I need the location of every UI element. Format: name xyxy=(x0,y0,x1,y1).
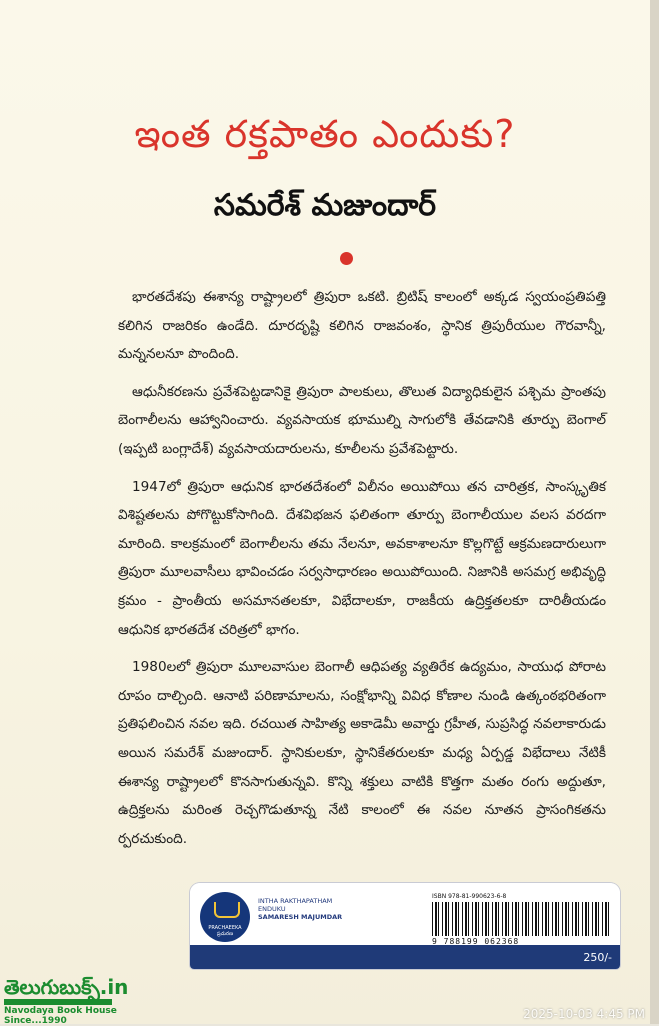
label-title-line-1: INTHA RAKTHAPATHAM xyxy=(258,897,333,905)
red-dot-ornament xyxy=(340,252,353,265)
label-book-info xyxy=(258,897,342,921)
blurb xyxy=(118,283,606,853)
book-icon xyxy=(214,902,240,918)
publisher-logo-icon xyxy=(200,892,250,942)
publisher-name: PRACHAEEKA xyxy=(208,925,242,931)
label-bottom-band xyxy=(190,945,620,969)
book-author: సమరేశ్ మజుందార్ xyxy=(213,188,437,223)
cover-edge xyxy=(650,0,659,1024)
blurb-paragraph-2: ఆధునీకరణను ప్రవేశపెట్టడానికై త్రిపురా పాలకులు, తొలుత విద్యాధికులైన పశ్చిమ ప్రాంతపు బెంగాలీలను ఆహ్వానించారు. వ్యవసాయక భూముల్ని సాగులోకి తేవడానికి తూర్పు బెంగాల్ (ఇప్పటి బంగ్లాదేశ్) వ్యవసాయదారులను, కూలీలను ప్రవేశపెట్టారు. xyxy=(118,383,606,457)
barcode-label xyxy=(190,883,620,969)
label-title-line-2: ENDUKU xyxy=(258,905,286,913)
publisher-name-telugu: ప్రచురణ xyxy=(216,931,234,937)
isbn-block xyxy=(432,893,614,946)
blurb-paragraph-1: భారతదేశపు ఈశాన్య రాష్ట్రాలలో త్రిపురా ఒకటి. బ్రిటిష్ కాలంలో అక్కడ స్వయంప్రతిపత్తి కలిగిన రాజరికం ఉండేది. దూరదృష్టి కలిగిన రాజవంశం, స్థానిక త్రిపురీయుల గౌరవాన్నీ, మన్ననలనూ పొందింది. xyxy=(118,289,606,363)
label-author: SAMARESH MAJUMDAR xyxy=(258,913,343,921)
blurb-paragraph-4: 1980లలో త్రిపురా మూలవాసుల బెంగాలీ ఆధిపత్య వ్యతిరేక ఉద్యమం, సాయుధ పోరాట రూపం దాల్చింది. ఆనాటి పరిణామాలను, సంక్షోభాన్ని వివిధ కోణాల నుండి ఉత్కంఠభరితంగా ప్రతిఫలించిన నవల ఇది. రచయిత సాహిత్య అకాడెమీ అవార్డు గ్రహీత, సుప్రసిద్ధ నవలాకారుడు అయిన సమరేశ్ మజుందార్. స్థానికులకూ, స్థానికేతరులకూ మధ్య ఏర్పడ్డ విభేదాలు నేటికీ ఈశాన్య రాష్ట్రాలలో కొనసాగుతున్నవి. కొన్ని శక్తులు వాటికి కొత్తగా మతం రంగు అద్దుతూ, ఉద్రిక్తలను మరింత రెచ్చగొడుతూన్న నేటి కాలంలో ఈ నవల నూతన ప్రాసంగికతను ర్పరచుకుంది. xyxy=(118,659,606,847)
book-title: ఇంత రక్తపాతం ఎందుకు? xyxy=(134,112,516,156)
watermark-since: Since...1990 xyxy=(4,1016,67,1026)
barcode-digits: 9 788199 062368 xyxy=(432,937,520,946)
price: 250/- xyxy=(583,951,612,964)
isbn-text: ISBN 978-81-990623-6-8 xyxy=(432,893,507,900)
watermark-sub: Navodaya Book House xyxy=(4,1006,117,1016)
watermark xyxy=(4,975,129,1026)
barcode xyxy=(432,902,610,936)
blurb-paragraph-3: 1947లో త్రిపురా ఆధునిక భారతదేశంలో విలీనం అయిపోయి తన చారిత్రక, సాంస్కృతిక విశిష్టతలను పోగొట్టుకోసాగింది. దేశవిభజన ఫలితంగా తూర్పు బెంగాలీయుల వలస వరదగా మారింది. కాలక్రమంలో బెంగాలీలను తమ నేలనూ, అవకాశాలనూ కొల్లగొట్టే ఆక్రమణదారులుగా త్రిపురా మూలవాసీలు భావించడం సర్వసాధారణం అయిపోయింది. నిజానికి అసమగ్ర అభివృద్ధి క్రమం - ప్రాంతీయ అసమానతలకూ, విభేదాలకూ, రాజకీయ ఉద్రిక్తతలకూ దారితీయడం ఆధునిక భారతదేశ చరిత్రలో భాగం. xyxy=(118,478,606,638)
watermark-bar xyxy=(4,999,112,1005)
date-stamp: 2025-10-03 4:45 PM xyxy=(523,1007,645,1021)
watermark-name: తెలుగుబుక్స్.in xyxy=(4,975,129,999)
